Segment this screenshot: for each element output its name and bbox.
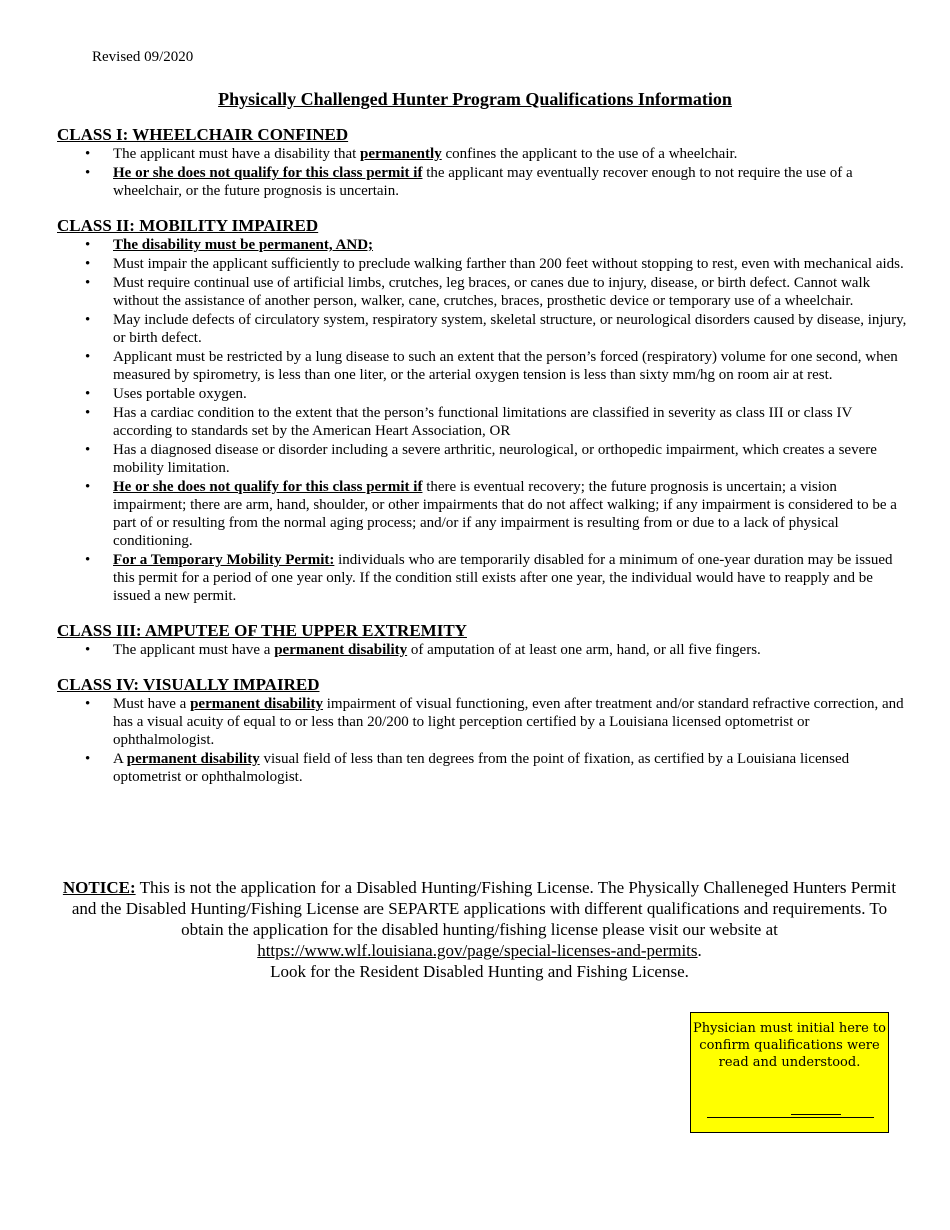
notice-last-line: Look for the Resident Disabled Hunting and Fishing License. [270, 962, 689, 981]
item-text: The applicant must have a disability that [113, 146, 361, 162]
qualifications-content [57, 125, 907, 802]
item-emphasis: permanently [360, 146, 442, 162]
class4-heading: CLASS IV: VISUALLY IMPAIRED [57, 675, 320, 694]
list-item [57, 145, 907, 163]
list-item: • Must require continual use of artificial limbs, crutches, leg braces, or canes due to injury, disease, or birth defect. Cannot walk without the assistance of another person, walker, cane, crutches, braces, prosthetic device or temporary use of a wheelchair. [57, 274, 907, 310]
class1-heading: CLASS I: WHEELCHAIR CONFINED [57, 125, 349, 144]
class3-section [57, 621, 907, 659]
item-text: confines the applicant to the use of a wheelchair. [441, 146, 738, 162]
class4-list [57, 695, 907, 786]
item-text: of amputation of at least one arm, hand, or all five fingers. [407, 642, 761, 658]
class3-heading: CLASS III: AMPUTEE OF THE UPPER EXTREMITY [57, 621, 467, 640]
item-text: individuals who are temporarily disabled for a minimum of one-year duration may be issued this permit for a period of one year only. If the condition still exists after one year, the individual would have to reapply and be issued a new permit. [113, 552, 893, 604]
item-emphasis: permanent disability [126, 751, 260, 767]
item-text: impairment of visual functioning, even after treatment and/or standard refractive correction, and has a visual acuity of equal to or less than 20/200 to light perception certified by a Louisiana licensed optometrist or ophthalmologist. [113, 696, 904, 748]
list-item: • Applicant must be restricted by a lung disease to such an extent that the person’s forced (respiratory) volume for one second, when measured by spirometry, is less than one liter, or the arterial oxygen tension is less than sixty mm/hg on room air at rest. [57, 348, 907, 384]
list-item [57, 551, 907, 605]
list-item [57, 750, 907, 786]
physician-instructions: Physician must initial here to confirm qualifications were read and understood. [693, 1021, 886, 1070]
item-emphasis: The disability must be permanent, AND; [113, 237, 374, 253]
list-item [57, 236, 907, 254]
item-text: Must have a [113, 696, 191, 712]
class4-section [57, 675, 907, 786]
url-suffix: . [697, 941, 702, 960]
list-item [57, 478, 907, 550]
item-text: visual field of less than ten degrees from the point of fixation, as certified by a Louisiana licensed optometrist or ophthalmologist. [113, 751, 850, 785]
page-title: Physically Challenged Hunter Program Qualifications Information [218, 89, 732, 109]
list-item: • Uses portable oxygen. [57, 385, 907, 403]
list-item: • Has a cardiac condition to the extent that the person’s functional limitations are classified in severity as class III or class IV according to standards set by the American Heart Association, OR [57, 404, 907, 440]
list-item [57, 695, 907, 749]
item-text: The applicant must have a [113, 642, 275, 658]
notice-block [57, 877, 902, 982]
initial-line-short [791, 1113, 841, 1115]
list-item: • Has a diagnosed disease or disorder including a severe arthritic, neurological, or orthopedic impairment, which creates a severe mobility limitation. [57, 441, 907, 477]
list-item [57, 164, 907, 200]
initial-signature-line[interactable] [707, 1116, 874, 1118]
website-link[interactable]: https://www.wlf.louisiana.gov/page/special-licenses-and-permits [257, 941, 698, 960]
physician-initial-box[interactable] [690, 1012, 889, 1133]
item-emphasis: permanent disability [190, 696, 324, 712]
list-item [57, 641, 907, 659]
class2-list [57, 236, 907, 605]
class1-list [57, 145, 907, 200]
item-text: there is eventual recovery; the future prognosis is uncertain; a vision impairment; there are arm, hand, shoulder, or other impairments that do not affect walking; if any impairment is considered to be a part of or resulting from the normal aging process; and/or if any impairment is resulting from or due to a lack of physical conditioning. [113, 479, 897, 549]
item-emphasis: permanent disability [274, 642, 408, 658]
class2-heading: CLASS II: MOBILITY IMPAIRED [57, 216, 319, 235]
list-item: • May include defects of circulatory system, respiratory system, skeletal structure, or neurological disorders caused by disease, injury, or birth defect. [57, 311, 907, 347]
class2-section [57, 216, 907, 605]
notice-label: NOTICE: [62, 878, 136, 897]
list-item: • Must impair the applicant sufficiently to preclude walking farther than 200 feet without stopping to rest, even with mechanical aids. [57, 255, 907, 273]
class3-list [57, 641, 907, 659]
item-text: the applicant may eventually recover enough to not require the use of a wheelchair, or the future prognosis is uncertain. [113, 165, 853, 199]
revised-date: Revised 09/2020 [92, 49, 194, 65]
notice-text: This is not the application for a Disabled Hunting/Fishing License. The Physically Challeneged Hunters Permit and the Disabled Hunting/Fishing License are SEPARTE applications with different qualifications and requirements. To obtain the application for the disabled hunting/fishing license please visit our website at [71, 878, 897, 939]
item-emphasis: For a Temporary Mobility Permit: [113, 552, 335, 568]
item-emphasis: He or she does not qualify for this class permit if [113, 165, 423, 181]
item-text: A [113, 751, 127, 767]
class1-section [57, 125, 907, 200]
item-emphasis: He or she does not qualify for this class permit if [113, 479, 423, 495]
